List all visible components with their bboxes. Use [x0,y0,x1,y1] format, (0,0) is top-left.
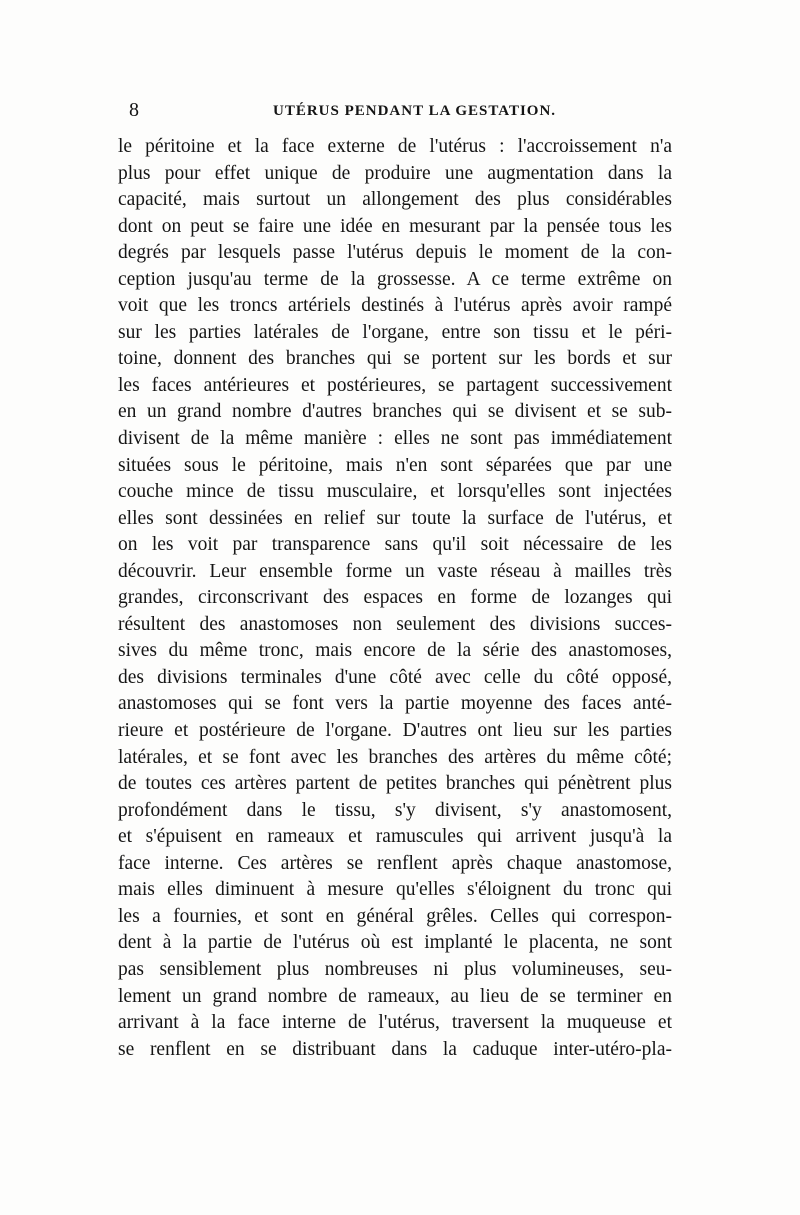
text-line: résultent des anastomoses non seulement des divisions succes- [118,613,672,635]
text-line: des divisions terminales d'une côté avec celle du côté opposé, [118,666,672,688]
text-line: dont on peut se faire une idée en mesurant par la pensée tous les [118,215,672,237]
text-line: dent à la partie de l'utérus où est implanté le placenta, ne sont [118,932,672,954]
text-line: toine, donnent des branches qui se portent sur les bords et sur [118,348,672,370]
text-line: degrés par lesquels passe l'utérus depuis le moment de la con- [118,242,672,264]
text-line: en un grand nombre d'autres branches qui se divisent et se sub- [118,401,672,423]
text-line: découvrir. Leur ensemble forme un vaste réseau à mailles très [118,560,672,582]
text-line: latérales, et se font avec les branches des artères du même côté; [118,746,672,768]
text-line: sur les parties latérales de l'organe, entre son tissu et le péri- [118,321,672,343]
text-line: on les voit par transparence sans qu'il soit nécessaire de les [118,534,672,556]
text-line: situées sous le péritoine, mais n'en sont séparées que par une [118,454,672,476]
text-line: divisent de la même manière : elles ne sont pas immédiatement [118,428,672,450]
text-line: mais elles diminuent à mesure qu'elles s'éloignent du tronc qui [118,879,672,901]
text-line: sives du même tronc, mais encore de la série des anastomoses, [118,640,672,662]
text-line: capacité, mais surtout un allongement des plus considérables [118,189,672,211]
text-line: elles sont dessinées en relief sur toute la surface de l'utérus, et [118,507,672,529]
text-line: le péritoine et la face externe de l'utérus : l'accroissement n'a [118,136,672,157]
text-line: ception jusqu'au terme de la grossesse. A ce terme extrême on [118,268,672,290]
text-line: de toutes ces artères partent de petites branches qui pénètrent plus [118,773,672,795]
text-line: profondément dans le tissu, s'y divisent, s'y anastomosent, [118,799,672,821]
running-title: UTÉRUS PENDANT LA GESTATION. [273,103,557,119]
text-line: lement un grand nombre de rameaux, au lieu de se terminer en [118,985,672,1007]
text-line: rieure et postérieure de l'organe. D'autres ont lieu sur les parties [118,720,672,742]
page-number: 8 [129,99,139,121]
text-line: pas sensiblement plus nombreuses ni plus volumineuses, seu- [118,958,672,980]
text-line: plus pour effet unique de produire une augmentation dans la [118,162,672,184]
body-paragraph [118,134,672,1063]
page-header [0,99,800,121]
text-line: voit que les troncs artériels destinés à l'utérus après avoir rampé [118,295,672,317]
text-line: anastomoses qui se font vers la partie moyenne des faces anté- [118,693,672,715]
text-line: couche mince de tissu musculaire, et lorsqu'elles sont injectées [118,481,672,503]
text-line: grandes, circonscrivant des espaces en forme de lozanges qui [118,587,672,609]
text-line: et s'épuisent en rameaux et ramuscules qui arrivent jusqu'à la [118,826,672,848]
text-line: se renflent en se distribuant dans la caduque inter-utéro-pla- [118,1038,672,1060]
text-line: arrivant à la face interne de l'utérus, traversent la muqueuse et [118,1012,672,1034]
text-line: face interne. Ces artères se renflent après chaque anastomose, [118,852,672,874]
text-line: les a fournies, et sont en général grêles. Celles qui correspon- [118,905,672,927]
text-line: les faces antérieures et postérieures, se partagent successivement [118,374,672,396]
